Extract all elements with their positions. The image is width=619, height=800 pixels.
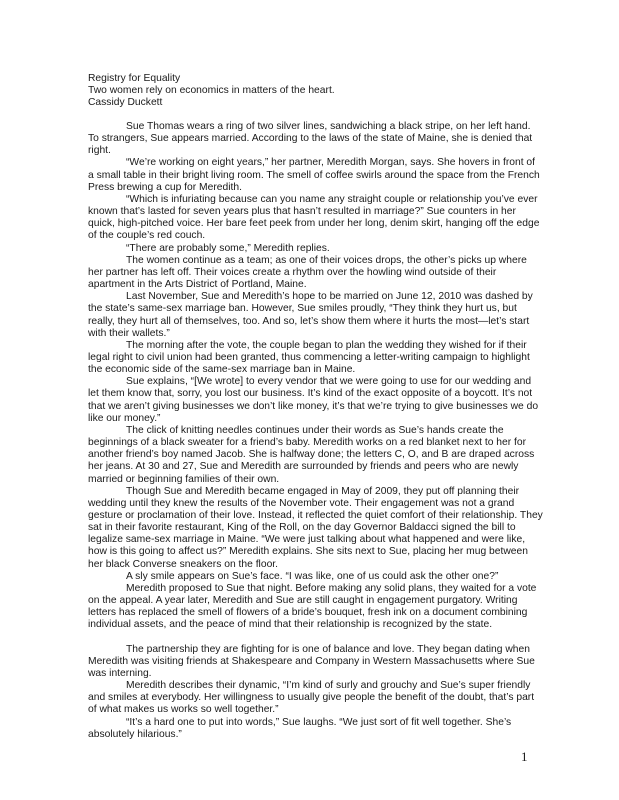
article-subtitle: Two women rely on economics in matters of the heart. <box>88 85 335 97</box>
paragraph: “Which is infuriating because can you name any straight couple or relationship you’ve ever known that’s lasted for seven years plus that hasn’t resulted in marriage?” Sue counters in her quick, high-pitched voice. Her bare feet peek from under her long, denim skirt, hanging off the edge of the couple’s red couch. <box>88 193 540 242</box>
article-author: Cassidy Duckett <box>88 97 163 109</box>
paragraph: Sue Thomas wears a ring of two silver lines, sandwiching a black stripe, on her left hand. To strangers, Sue appears married. According to the laws of the state of Maine, she is denied that right. <box>88 121 533 157</box>
page-number: 1 <box>521 749 528 764</box>
article-header <box>88 73 558 110</box>
paragraph: “We’re working on eight years,” her partner, Meredith Morgan, says. She hovers in front of a small table in their bright living room. The smell of coffee swirls around the space from the French Press brewing a cup for Meredith. <box>88 157 540 193</box>
paragraph: Meredith proposed to Sue that night. Before making any solid plans, they waited for a vote on the appeal. A year later, Meredith and Sue are still caught in engagement purgatory. Writing letters has replaced the smell of flowers of a bride’s bouquet, fresh ink on a document combining individual assets, and the peace of mind that their relationship is recognized by the state. <box>88 582 537 631</box>
paragraph: “It’s a hard one to put into words,” Sue laughs. “We just sort of fit well together. She’s absolutely hilarious.” <box>88 716 512 740</box>
paragraph: Though Sue and Meredith became engaged in May of 2009, they put off planning their wedding until they knew the results of the November vote. Their engagement was not a grand gesture or proclamation of their love. Instead, it reflected the quiet comfort of their relationship. They sat in their favorite restaurant, King of the Roll, on the day Governor Baldacci signed the bill to legalize same-sex marriage in Maine. “We were just talking about what happened and were like, how is this going to affect us?” Meredith explains. She sits next to Sue, placing her mug between her black Converse sneakers on the floor. <box>88 485 543 570</box>
paragraph: “There are probably some,” Meredith replies. <box>126 242 330 254</box>
paragraph: Last November, Sue and Meredith’s hope to be married on June 12, 2010 was dashed by the state’s same-sex marriage ban. However, Sue smiles proudly, “They think they hurt us, but really, they hurt all of themselves, too. And so, let’s show them where it hurts the most—let’s start with their wallets.” <box>88 291 533 339</box>
paragraph: Sue explains, “[We wrote] to every vendor that we were going to use for our wedding and let them know that, sorry, you lost our business. It’s kind of the exact opposite of a boycott. It’s not that we aren’t giving businesses we don’t like money, it’s that we’re trying to give businesses we do like our money.” <box>88 376 539 424</box>
paragraph: The women continue as a team; as one of their voices drops, the other’s picks up where her partner has left off. Their voices create a rhythm over the howling wind outside of their apartment in the Arts District of Portland, Maine. <box>88 254 527 291</box>
paragraph: The morning after the vote, the couple began to plan the wedding they wished for if their legal right to civil union had been granted, thus commencing a letter-writing campaign to highlight the economic side of the same-sex marriage ban in Maine. <box>88 339 530 376</box>
article-body <box>88 121 543 741</box>
paragraph: A sly smile appears on Sue’s face. “I was like, one of us could ask the other one?” <box>126 570 499 582</box>
paragraph: The partnership they are fighting for is one of balance and love. They began dating when Meredith was visiting friends at Shakespeare and Company in Western Massachusetts where Sue was interning. <box>88 643 535 679</box>
paragraph: Meredith describes their dynamic, “I’m kind of surly and grouchy and Sue’s super friendly and smiles at everybody. Her willingness to usually give people the benefit of the doubt, that’s part of what makes us works so well together.” <box>88 680 535 716</box>
article-title: Registry for Equality <box>88 73 181 84</box>
paragraph: The click of knitting needles continues under their words as Sue’s hands create the beginnings of a black sweater for a friend’s baby. Meredith works on a red blanket next to her for another friend’s boy named Jacob. She is halfway done; the letters C, O, and B are draped across her jeans. At 30 and 27, Sue and Meredith are surrounded by friends and peers who are newly married or beginning families of their own. <box>88 424 535 485</box>
